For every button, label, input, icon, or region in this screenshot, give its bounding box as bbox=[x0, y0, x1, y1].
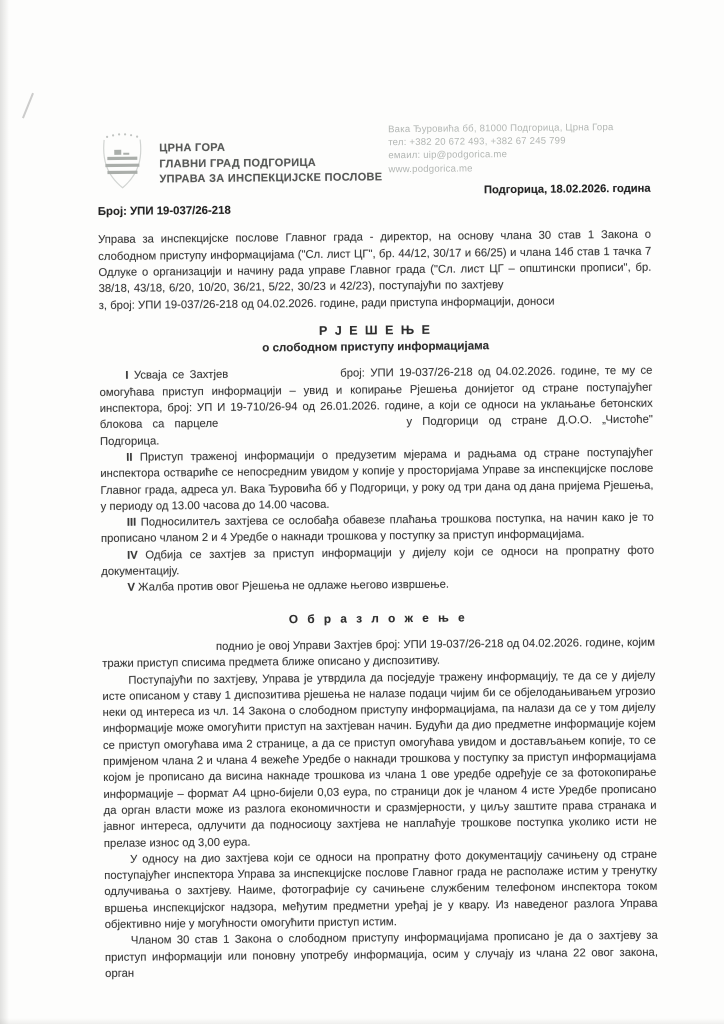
podgorica-coat-of-arms-icon bbox=[97, 130, 148, 200]
section-2-text: Приступ траженој информацији о предузетим мјерама и радњама од стране поступајућег инспектора оствариће се непосредним увидом у копије у просторијама Управе за инспекцијске послове Главног града, адреса ул. Вака Ђуровића бб у Подгорици, у року од три дана од дана пријема Рјешења, у периоду од 13.00 часова до 14.00 часова. bbox=[100, 446, 654, 513]
redacted-name-gap bbox=[504, 286, 652, 288]
reasoning-redacted-name-gap bbox=[128, 649, 216, 651]
letterhead-left bbox=[97, 123, 383, 199]
section-2-numeral: II bbox=[126, 451, 133, 464]
reasoning-paragraph-4: Чланом 30 став 1 Закона о слободном приступу информацијама прописано је да о захтјеву за приступ информацији или поновну употребу информација, осим у случају из члана 22 овог закона, орган bbox=[104, 929, 659, 980]
reasoning-paragraph-2: Поступајући по захтјеву, Управа је утврдила да посједује тражену информацију, те да се у дијелу исте описаном у ставу 1 диспозитива рјешења не налазе подаци чијим би се објелодањивањем угрозио неки од интереса из чл. 14 Закона о слободном приступу информацијама, па налази да се у том дијелу информације може омогућити приступ на захтјеван начин. Будући да дио предметне информације којем се приступ омогућава има 2 странице, а да се приступ омогућава увидом и достављањем копије, то се примјеном члана 2 и члана 4 вежеће Уредбе о накнади трошкова у поступку за приступ информацијама којом је прописано да висина накнаде трошкова из члана 1 ове уредбе одређује се за фотокопирање информације – формат А4 црно-бијели 0,03 еура, по страници док је чланом 4 исте Уредбе прописано да орган власти може из разлога економичности и сразмјерности, у циљу заштите права странака и јавног интереса, одлучити да подносиоцу захтјева не наплаћује трошкове поступка уколико исти не прелазе износ од 3,00 еура. bbox=[102, 669, 657, 850]
page-left-edge-shadow bbox=[0, 0, 9, 1024]
org-line-city: ГЛАВНИ ГРАД ПОДГОРИЦА bbox=[159, 156, 317, 170]
org-line-department: УПРАВА ЗА ИНСПЕКЦИЈСКЕ ПОСЛОВЕ bbox=[159, 171, 383, 186]
place-and-date: Подгорица, 18.02.2026. година bbox=[483, 182, 651, 197]
section-5-text: Жалба против овог Рјешења не одлаже његово извршење. bbox=[138, 578, 450, 594]
decision-subtitle: о слободном приступу информацијама bbox=[262, 339, 490, 355]
document-content bbox=[97, 121, 658, 982]
section-3-text: Подносилитељ захтјева се ослобађа обавезе плаћања трошкова поступка, на начин како је то прописано чланом 2 и 4 Уредбе о накнади трошкова у поступку за приступ информацијама. bbox=[100, 511, 654, 546]
scan-crease-mark bbox=[22, 93, 34, 119]
page-bottom-edge-shadow bbox=[0, 1018, 724, 1024]
intro-text-after-redaction: з, број: УПИ 19-037/26-218 од 04.02.2026. године, ради приступа информацији, доноси bbox=[98, 295, 555, 312]
section-4 bbox=[101, 542, 654, 580]
letterhead bbox=[97, 121, 651, 202]
contact-phone: тел: +382 20 672 493, +382 67 245 799 bbox=[388, 135, 566, 149]
section-5-numeral: V bbox=[127, 582, 136, 595]
letterhead-right bbox=[388, 121, 651, 200]
contact-address: Вака Ђуровића бб, 81000 Подгорица, Црна Гора bbox=[387, 122, 614, 136]
section-1-text-after: у Подгорици од стране Д.О.О. „Чистоће" Подгорица. bbox=[99, 414, 653, 448]
section-4-text: Одбија се захтјев за приступ информацији у дијелу који се односи на пропратну фото документацију. bbox=[101, 544, 655, 579]
section-4-numeral: IV bbox=[127, 549, 138, 562]
section-1-text-before: Усваја се Захтјев bbox=[133, 369, 229, 383]
issuing-authority bbox=[159, 139, 382, 188]
section-3-numeral: III bbox=[126, 516, 137, 529]
reasoning-paragraph-1 bbox=[102, 635, 655, 673]
document-number: Број: УПИ 19-037/26-218 bbox=[97, 204, 231, 219]
section-1 bbox=[99, 363, 653, 450]
section-2 bbox=[100, 445, 654, 515]
intro-paragraph bbox=[98, 227, 652, 314]
org-line-country: ЦРНА ГОРА bbox=[159, 141, 226, 155]
reasoning-heading: О б р а з л о ж е њ е bbox=[288, 610, 468, 626]
section-1-redacted-name-gap bbox=[228, 376, 340, 378]
contact-info bbox=[388, 121, 650, 176]
intro-text-before-redaction: Управа за инспекцијске послове Главног града - директор, на основу члана 30 став 1 Закона о слободном приступу информацијама ("Сл. лист ЦГ", бр. 44/12, 30/17 и 66/25) и члана 14б став 1 тачка 7 Одлуке о организацији и начину рада управе Главног града ("Сл. лист ЦГ – општински прописи", бр. 38/18, 43/18, 6/20, 10/20, 36/21, 5/22, 30/23 и 42/23), поступајући по захтјеву bbox=[98, 229, 652, 296]
reasoning-paragraph-1-text: поднио је овој Управи Захтјев број: УПИ 19-037/26-218 од 04.02.2026. године, којим тражи приступ списима предмета ближе описано у диспозитиву. bbox=[102, 636, 656, 671]
contact-website: www.podgorica.me bbox=[388, 163, 473, 175]
section-1-numeral: I bbox=[125, 370, 129, 383]
section-3 bbox=[101, 510, 654, 548]
section-1-redacted-parcel-gap bbox=[218, 425, 396, 428]
contact-email: емаил: uip@podgorica.me bbox=[388, 149, 508, 162]
reasoning-paragraph-3: У односу на дио захтјева који се односи на пропратну фото документацију сачињену од стране поступајућег инспектора Управа за инспекцијске послове Главног града не располаже истим у тренутку одлучивања о захтјеву. Наиме, фотографије су сачињене службеним телефоном инспектора током вршења инспекцијског надзора, међутим предметни уређај је у квару. Из наведеног разлога Управа објективно није у могућности омогућити приступ истим. bbox=[104, 848, 658, 931]
decision-title: Р Ј Е Ш Е Њ Е bbox=[318, 322, 433, 338]
section-1-text-mid: број: УПИ 19-037/26-218 од 04.02.2026. године, те му се омогућава приступ информацији – увид и копирање Рјешења донијетог од стране поступајућег инспектора, број: УП И 19-710/26-94 од 26.01.2026. године, а који се односи на уклањање бетонских блокова са парцеле bbox=[99, 365, 653, 432]
